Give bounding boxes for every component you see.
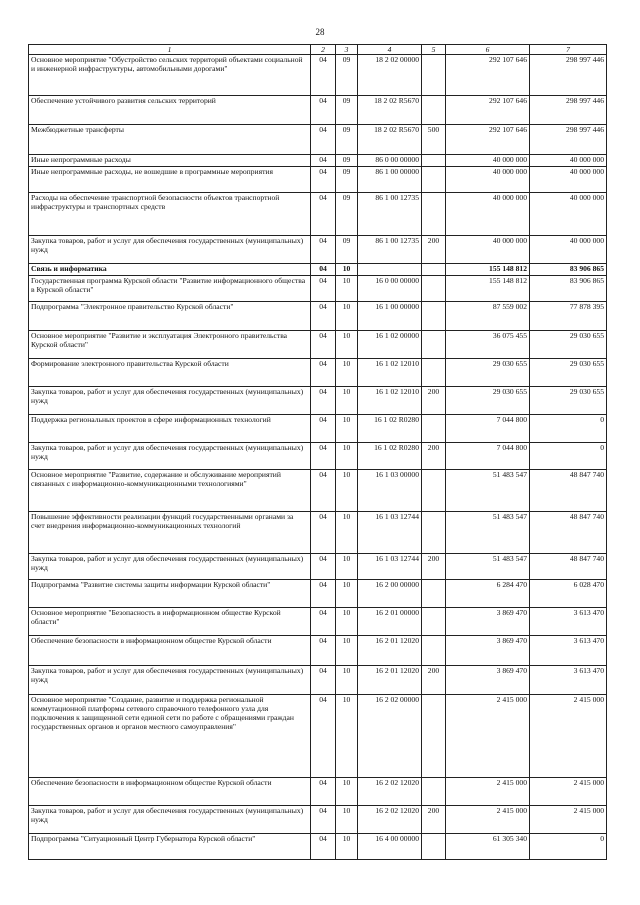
row-section-cell: 04 (311, 236, 336, 264)
row-subsection-cell: 10 (336, 834, 358, 860)
row-expense-type-cell (422, 331, 446, 359)
row-expense-type-cell (422, 415, 446, 443)
row-amount-year2-cell: 40 000 000 (530, 236, 607, 264)
row-amount-year2-cell: 48 847 740 (530, 512, 607, 554)
row-subsection-cell: 09 (336, 167, 358, 193)
row-target-code-cell: 18 2 02 00000 (358, 55, 422, 96)
row-section-cell: 04 (311, 512, 336, 554)
row-amount-year1-cell: 40 000 000 (446, 193, 530, 236)
row-subsection-cell: 10 (336, 778, 358, 806)
row-amount-year2-cell: 29 030 655 (530, 387, 607, 415)
table-row (29, 125, 607, 155)
table-row (29, 55, 607, 96)
row-section-cell: 04 (311, 415, 336, 443)
row-name-cell: Закупка товаров, работ и услуг для обеспечения государственных (муниципальных) нужд (29, 443, 311, 470)
row-expense-type-cell: 200 (422, 443, 446, 470)
table-row (29, 302, 607, 331)
row-target-code-cell: 16 1 03 12744 (358, 554, 422, 580)
row-section-cell: 04 (311, 55, 336, 96)
row-amount-year1-cell: 155 148 812 (446, 276, 530, 302)
row-target-code-cell: 16 1 00 00000 (358, 302, 422, 331)
row-section-cell: 04 (311, 302, 336, 331)
row-amount-year1-cell: 3 869 470 (446, 608, 530, 636)
header-cell-1: 1 (29, 45, 311, 55)
row-target-code-cell: 18 2 02 R5670 (358, 125, 422, 155)
row-section-cell: 04 (311, 264, 336, 276)
row-name-cell: Закупка товаров, работ и услуг для обеспечения государственных (муниципальных) нужд (29, 236, 311, 264)
row-subsection-cell: 10 (336, 415, 358, 443)
row-expense-type-cell (422, 302, 446, 331)
table-row (29, 554, 607, 580)
row-subsection-cell: 10 (336, 608, 358, 636)
table-row (29, 470, 607, 512)
table-row (29, 193, 607, 236)
row-name-cell: Основное мероприятие "Создание, развитие и поддержка региональной коммутационной платформы сетевого справочного телефонного узла для подключения к защищенной сети единой сети по работе с обращениями граждан государственных органов и органов местного самоуправления" (29, 695, 311, 778)
row-target-code-cell: 16 4 00 00000 (358, 834, 422, 860)
table-row (29, 636, 607, 666)
row-section-cell: 04 (311, 276, 336, 302)
row-name-cell: Закупка товаров, работ и услуг для обеспечения государственных (муниципальных) нужд (29, 554, 311, 580)
row-amount-year2-cell: 0 (530, 415, 607, 443)
row-subsection-cell: 10 (336, 302, 358, 331)
row-amount-year1-cell: 40 000 000 (446, 167, 530, 193)
row-amount-year1-cell: 29 030 655 (446, 387, 530, 415)
table-row (29, 512, 607, 554)
row-name-cell: Иные непрограммные расходы (29, 155, 311, 167)
row-amount-year1-cell: 40 000 000 (446, 155, 530, 167)
row-expense-type-cell (422, 359, 446, 387)
row-expense-type-cell (422, 96, 446, 125)
row-target-code-cell: 86 1 00 12735 (358, 236, 422, 264)
row-subsection-cell: 09 (336, 236, 358, 264)
table-row (29, 443, 607, 470)
row-name-cell: Основное мероприятие "Безопасность в информационном обществе Курской области" (29, 608, 311, 636)
row-name-cell: Основное мероприятие "Развитие, содержание и обслуживание мероприятий связанных с информационно-коммуникационными технологиями" (29, 470, 311, 512)
row-target-code-cell: 86 1 00 12735 (358, 193, 422, 236)
row-amount-year1-cell: 155 148 812 (446, 264, 530, 276)
row-name-cell: Межбюджетные трансферты (29, 125, 311, 155)
row-section-cell: 04 (311, 331, 336, 359)
row-target-code-cell: 16 1 02 00000 (358, 331, 422, 359)
row-name-cell: Обеспечение безопасности в информационном обществе Курской области (29, 778, 311, 806)
row-name-cell: Государственная программа Курской области "Развитие информационного общества в Курской области" (29, 276, 311, 302)
row-expense-type-cell (422, 155, 446, 167)
row-expense-type-cell (422, 636, 446, 666)
row-section-cell: 04 (311, 580, 336, 608)
row-expense-type-cell (422, 470, 446, 512)
header-cell-5: 5 (422, 45, 446, 55)
row-expense-type-cell (422, 512, 446, 554)
table-row (29, 666, 607, 695)
table-row (29, 387, 607, 415)
row-section-cell: 04 (311, 608, 336, 636)
table-row (29, 778, 607, 806)
row-target-code-cell: 16 2 02 12020 (358, 778, 422, 806)
row-expense-type-cell: 200 (422, 387, 446, 415)
table-row (29, 167, 607, 193)
row-target-code-cell: 16 1 02 12010 (358, 359, 422, 387)
row-amount-year2-cell: 2 415 000 (530, 695, 607, 778)
row-subsection-cell: 10 (336, 806, 358, 834)
row-amount-year2-cell: 40 000 000 (530, 155, 607, 167)
row-amount-year1-cell: 7 044 800 (446, 415, 530, 443)
row-expense-type-cell (422, 193, 446, 236)
row-name-cell: Связь и информатика (29, 264, 311, 276)
row-expense-type-cell: 200 (422, 236, 446, 264)
row-amount-year1-cell: 2 415 000 (446, 806, 530, 834)
table-row (29, 608, 607, 636)
row-amount-year1-cell: 3 869 470 (446, 666, 530, 695)
row-amount-year1-cell: 36 075 455 (446, 331, 530, 359)
row-amount-year2-cell: 6 028 470 (530, 580, 607, 608)
row-section-cell: 04 (311, 155, 336, 167)
table-row (29, 806, 607, 834)
table-row (29, 236, 607, 264)
row-section-cell: 04 (311, 695, 336, 778)
row-expense-type-cell (422, 580, 446, 608)
row-name-cell: Повышение эффективности реализации функций государственными органами за счет внедрения информационно-коммуникационных технологий (29, 512, 311, 554)
row-amount-year1-cell: 2 415 000 (446, 778, 530, 806)
row-subsection-cell: 10 (336, 636, 358, 666)
row-expense-type-cell (422, 167, 446, 193)
header-cell-2: 2 (311, 45, 336, 55)
table-row (29, 276, 607, 302)
row-section-cell: 04 (311, 778, 336, 806)
row-expense-type-cell (422, 264, 446, 276)
row-amount-year1-cell: 51 483 547 (446, 512, 530, 554)
table-row (29, 331, 607, 359)
table-row (29, 96, 607, 125)
row-name-cell: Подпрограмма "Ситуационный Центр Губернатора Курской области" (29, 834, 311, 860)
row-subsection-cell: 10 (336, 264, 358, 276)
row-target-code-cell: 86 1 00 00000 (358, 167, 422, 193)
row-subsection-cell: 10 (336, 580, 358, 608)
row-name-cell: Основное мероприятие "Развитие и эксплуатация Электронного правительства Курской области" (29, 331, 311, 359)
row-section-cell: 04 (311, 636, 336, 666)
row-section-cell: 04 (311, 359, 336, 387)
row-subsection-cell: 10 (336, 695, 358, 778)
row-amount-year1-cell: 51 483 547 (446, 470, 530, 512)
row-target-code-cell: 16 2 01 12020 (358, 636, 422, 666)
row-amount-year1-cell: 7 044 800 (446, 443, 530, 470)
row-target-code-cell: 16 1 03 12744 (358, 512, 422, 554)
row-amount-year2-cell: 40 000 000 (530, 193, 607, 236)
row-amount-year2-cell: 48 847 740 (530, 470, 607, 512)
header-cell-3: 3 (336, 45, 358, 55)
row-name-cell: Закупка товаров, работ и услуг для обеспечения государственных (муниципальных) нужд (29, 387, 311, 415)
row-name-cell: Подпрограмма "Электронное правительство Курской области" (29, 302, 311, 331)
row-target-code-cell: 16 2 01 00000 (358, 608, 422, 636)
row-name-cell: Закупка товаров, работ и услуг для обеспечения государственных (муниципальных) нужд (29, 666, 311, 695)
row-amount-year2-cell: 83 906 865 (530, 264, 607, 276)
table-row (29, 580, 607, 608)
row-amount-year1-cell: 40 000 000 (446, 236, 530, 264)
header-cell-7: 7 (530, 45, 607, 55)
row-section-cell: 04 (311, 443, 336, 470)
row-name-cell: Основное мероприятие "Обустройство сельских территорий объектами социальной и инженерной инфраструктуры, автомобильными дорогами" (29, 55, 311, 96)
row-section-cell: 04 (311, 666, 336, 695)
row-section-cell: 04 (311, 834, 336, 860)
row-section-cell: 04 (311, 387, 336, 415)
row-subsection-cell: 10 (336, 512, 358, 554)
row-expense-type-cell: 200 (422, 806, 446, 834)
row-expense-type-cell (422, 276, 446, 302)
row-subsection-cell: 10 (336, 387, 358, 415)
row-subsection-cell: 09 (336, 125, 358, 155)
row-name-cell: Обеспечение безопасности в информационном обществе Курской области (29, 636, 311, 666)
row-amount-year2-cell: 2 415 000 (530, 806, 607, 834)
row-expense-type-cell: 500 (422, 125, 446, 155)
row-target-code-cell: 16 2 02 12020 (358, 806, 422, 834)
table-header-row (29, 45, 607, 55)
row-amount-year2-cell: 0 (530, 443, 607, 470)
row-target-code-cell (358, 264, 422, 276)
row-target-code-cell: 16 0 00 00000 (358, 276, 422, 302)
row-subsection-cell: 10 (336, 331, 358, 359)
row-target-code-cell: 16 2 02 00000 (358, 695, 422, 778)
row-section-cell: 04 (311, 125, 336, 155)
row-target-code-cell: 86 0 00 00000 (358, 155, 422, 167)
row-amount-year2-cell: 48 847 740 (530, 554, 607, 580)
table-row (29, 359, 607, 387)
row-subsection-cell: 09 (336, 193, 358, 236)
row-amount-year2-cell: 3 613 470 (530, 608, 607, 636)
row-expense-type-cell (422, 834, 446, 860)
row-amount-year2-cell: 298 997 446 (530, 55, 607, 96)
row-subsection-cell: 09 (336, 55, 358, 96)
row-amount-year1-cell: 29 030 655 (446, 359, 530, 387)
row-name-cell: Поддержка региональных проектов в сфере информационных технологий (29, 415, 311, 443)
row-section-cell: 04 (311, 167, 336, 193)
row-subsection-cell: 10 (336, 443, 358, 470)
row-name-cell: Обеспечение устойчивого развития сельских территорий (29, 96, 311, 125)
row-expense-type-cell (422, 778, 446, 806)
row-amount-year2-cell: 0 (530, 834, 607, 860)
row-target-code-cell: 16 1 02 R0280 (358, 443, 422, 470)
row-section-cell: 04 (311, 806, 336, 834)
row-amount-year2-cell: 2 415 000 (530, 778, 607, 806)
row-subsection-cell: 10 (336, 666, 358, 695)
row-name-cell: Расходы на обеспечение транспортной безопасности объектов транспортной инфраструктуры и транспортных средств (29, 193, 311, 236)
row-subsection-cell: 10 (336, 359, 358, 387)
row-name-cell: Подпрограмма "Развитие системы защиты информации Курской области" (29, 580, 311, 608)
row-section-cell: 04 (311, 470, 336, 512)
table-row (29, 264, 607, 276)
table-row (29, 155, 607, 167)
row-target-code-cell: 18 2 02 R5670 (358, 96, 422, 125)
row-amount-year1-cell: 6 284 470 (446, 580, 530, 608)
row-expense-type-cell (422, 55, 446, 96)
row-amount-year1-cell: 292 107 646 (446, 55, 530, 96)
row-expense-type-cell (422, 608, 446, 636)
page-number: 28 (315, 27, 325, 37)
row-name-cell: Формирование электронного правительства Курской области (29, 359, 311, 387)
row-expense-type-cell: 200 (422, 666, 446, 695)
row-name-cell: Закупка товаров, работ и услуг для обеспечения государственных (муниципальных) нужд (29, 806, 311, 834)
row-subsection-cell: 09 (336, 96, 358, 125)
row-amount-year2-cell: 77 878 395 (530, 302, 607, 331)
row-target-code-cell: 16 2 00 00000 (358, 580, 422, 608)
row-section-cell: 04 (311, 193, 336, 236)
row-subsection-cell: 10 (336, 470, 358, 512)
row-section-cell: 04 (311, 96, 336, 125)
row-amount-year1-cell: 51 483 547 (446, 554, 530, 580)
row-subsection-cell: 09 (336, 155, 358, 167)
row-subsection-cell: 10 (336, 554, 358, 580)
row-amount-year2-cell: 40 000 000 (530, 167, 607, 193)
row-name-cell: Иные непрограммные расходы, не вошедшие в программные мероприятия (29, 167, 311, 193)
row-expense-type-cell: 200 (422, 554, 446, 580)
row-amount-year2-cell: 3 613 470 (530, 666, 607, 695)
row-target-code-cell: 16 1 02 12010 (358, 387, 422, 415)
row-target-code-cell: 16 2 01 12020 (358, 666, 422, 695)
table-row (29, 415, 607, 443)
row-subsection-cell: 10 (336, 276, 358, 302)
budget-table (28, 44, 607, 860)
row-target-code-cell: 16 1 03 00000 (358, 470, 422, 512)
row-amount-year2-cell: 298 997 446 (530, 96, 607, 125)
row-amount-year2-cell: 29 030 655 (530, 359, 607, 387)
header-cell-4: 4 (358, 45, 422, 55)
row-amount-year1-cell: 61 305 340 (446, 834, 530, 860)
row-amount-year2-cell: 298 997 446 (530, 125, 607, 155)
row-target-code-cell: 16 1 02 R0280 (358, 415, 422, 443)
row-amount-year1-cell: 292 107 646 (446, 96, 530, 125)
row-amount-year1-cell: 3 869 470 (446, 636, 530, 666)
row-section-cell: 04 (311, 554, 336, 580)
table-row (29, 695, 607, 778)
header-cell-6: 6 (446, 45, 530, 55)
row-amount-year1-cell: 87 559 002 (446, 302, 530, 331)
row-amount-year1-cell: 2 415 000 (446, 695, 530, 778)
row-expense-type-cell (422, 695, 446, 778)
table-row (29, 834, 607, 860)
row-amount-year1-cell: 292 107 646 (446, 125, 530, 155)
row-amount-year2-cell: 83 906 865 (530, 276, 607, 302)
row-amount-year2-cell: 29 030 655 (530, 331, 607, 359)
row-amount-year2-cell: 3 613 470 (530, 636, 607, 666)
